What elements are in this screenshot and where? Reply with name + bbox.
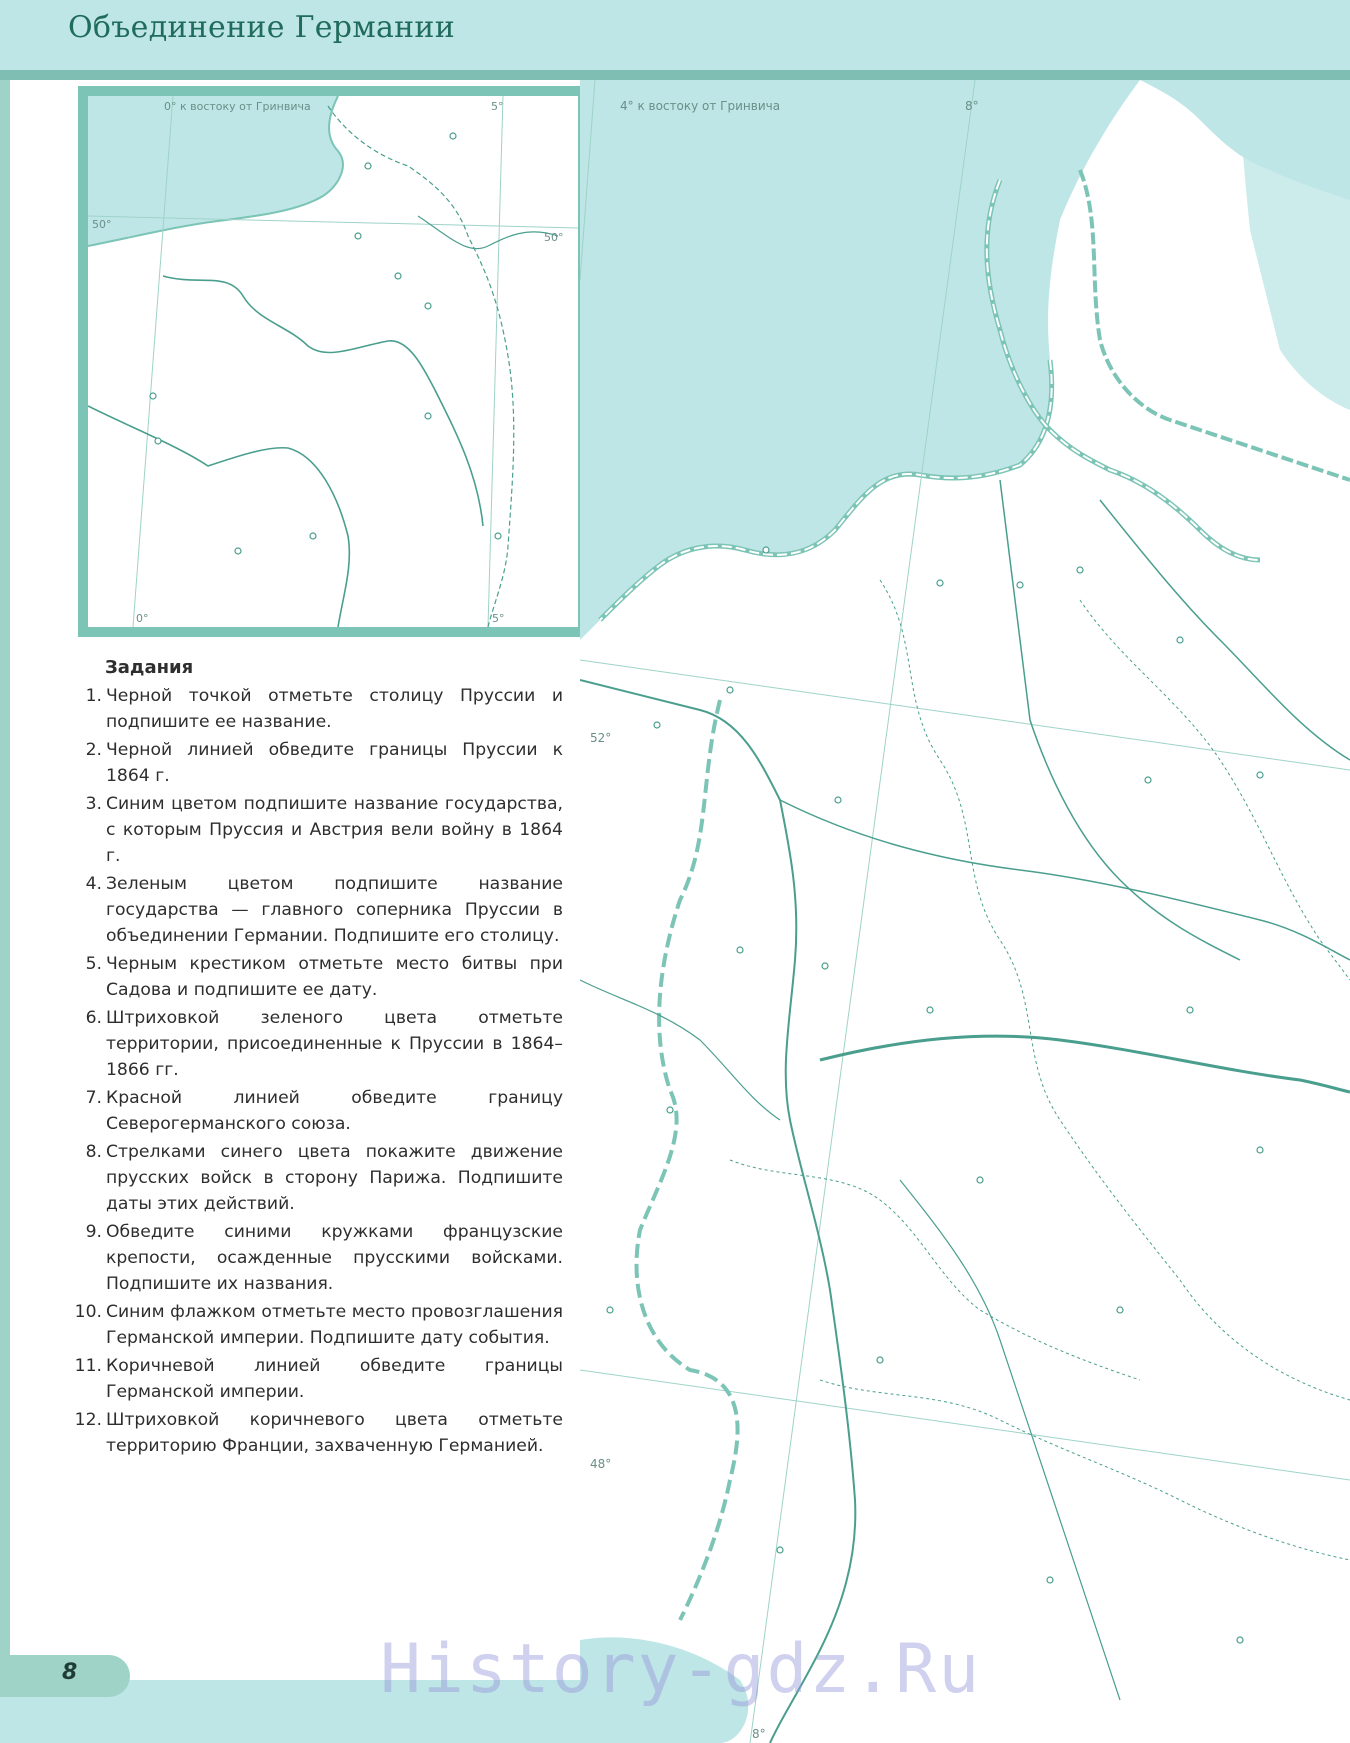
task-item [58,951,563,1003]
inset-town-marker [150,393,156,399]
task-item [58,1299,563,1351]
town-marker [1047,1577,1053,1583]
parallel-48 [580,1370,1350,1480]
inset-5-bottom-label: 5° [492,612,505,625]
inset-5-top-label: 5° [491,100,504,113]
main-map [580,80,1350,1743]
town-marker [1187,1007,1193,1013]
inset-border [328,106,514,627]
task-text: Зеленым цветом подпишите название государства — главного соперника Пруссии в объединении Германии. Подпишите его столицу. [106,874,563,946]
task-item [58,1353,563,1405]
town-marker [1257,1147,1263,1153]
town-marker [1237,1637,1243,1643]
task-number: 1. [85,686,102,706]
task-item [58,1005,563,1083]
town-marker [937,580,943,586]
task-number: 9. [85,1222,102,1242]
internal-border-4 [820,1380,1350,1560]
internal-border-2 [1080,600,1350,980]
inset-town-marker [425,413,431,419]
task-text: Коричневой линией обведите границы Германской империи. [106,1356,563,1402]
tasks-heading: Задания [105,657,194,678]
baltic-sea-east [1240,80,1350,410]
inset-sea [88,96,343,246]
town-marker [737,947,743,953]
internal-border-1 [880,580,1350,1400]
internal-border-3 [730,1160,1140,1380]
task-item [58,683,563,735]
task-text: Стрелками синего цвета покажите движение прусских войск в сторону Парижа. Подпишите даты этих действий. [106,1142,563,1214]
task-number: 12. [74,1410,102,1430]
task-text: Красной линией обведите границу Северогерманского союза. [106,1088,563,1134]
inset-town-marker [495,533,501,539]
state-border-west [637,700,738,1620]
inset-river-meuse [418,216,558,249]
task-number: 10. [74,1302,102,1322]
meridian-4-label: 4° к востоку от Гринвича [620,99,781,113]
task-item [58,871,563,949]
town-marker [822,963,828,969]
town-marker [877,1357,883,1363]
parallel-52-label: 52° [590,731,612,745]
river-weser [1000,480,1240,960]
left-edge-strip [0,80,10,1680]
town-marker [927,1007,933,1013]
task-text: Черным крестиком отметьте место битвы при Садова и подпишите ее дату. [106,954,563,1000]
task-text: Штриховкой зеленого цвета отметьте территории, присоединенные к Пруссии в 1864–1866 гг. [106,1008,563,1080]
river-danube [820,1036,1350,1092]
town-marker [835,797,841,803]
task-number: 4. [85,874,102,894]
inset-town-marker [450,133,456,139]
task-number: 6. [85,1008,102,1028]
inset-town-marker [425,303,431,309]
task-number: 3. [85,794,102,814]
town-marker [1117,1307,1123,1313]
task-text: Черной линией обведите границы Пруссии к 1864 г. [106,740,563,786]
task-item [58,1219,563,1297]
task-list [58,683,563,1459]
task-number: 2. [85,740,102,760]
meridian-8-top-label: 8° [965,99,979,113]
parallel-52 [580,660,1350,770]
town-marker [763,547,769,553]
river-rhine [580,680,855,1743]
task-text: Синим цветом подпишите название государства, с которым Пруссия и Австрия вели войну в 1864 г. [106,794,563,866]
town-marker [727,687,733,693]
town-marker [607,1307,613,1313]
inset-town-marker [395,273,401,279]
town-marker [1145,777,1151,783]
task-item [58,1085,563,1137]
river-main [780,800,1350,960]
town-marker [1017,582,1023,588]
inset-50-right-label: 50° [544,231,564,244]
inset-river-seine [88,406,349,627]
town-marker [977,1177,983,1183]
inset-town-marker [155,438,161,444]
page-number: 8 [62,1660,78,1685]
title-band [0,70,1350,80]
inset-river-somme-marne [163,276,483,526]
task-text: Обведите синими кружками французские крепости, осажденные прусскими войсками. Подпишите их названия. [106,1222,563,1294]
town-marker [667,1107,673,1113]
town-marker [777,1547,783,1553]
inset-0-bottom-label: 0° [136,612,149,625]
task-item [58,1139,563,1217]
inset-50-left-label: 50° [92,218,112,231]
inset-meridian-label: 0° к востоку от Гринвича [164,100,311,113]
task-item [58,791,563,869]
river-lech [900,1180,1120,1700]
town-marker [1257,772,1263,778]
tasks-section [58,655,563,1461]
town-marker [1177,637,1183,643]
task-number: 8. [85,1142,102,1162]
town-marker [654,722,660,728]
task-number: 7. [85,1088,102,1108]
task-item [58,737,563,789]
task-number: 11. [74,1356,102,1376]
task-item [58,1407,563,1459]
inset-meridian-5 [488,96,503,627]
task-text: Черной точкой отметьте столицу Пруссии и подпишите ее название. [106,686,563,732]
inset-town-marker [235,548,241,554]
town-marker [1077,567,1083,573]
task-text: Штриховкой коричневого цвета отметьте территорию Франции, захваченную Германией. [106,1410,563,1456]
task-number: 5. [85,954,102,974]
main-map-svg [580,80,1350,1743]
watermark: History-gdz.Ru [380,1630,982,1709]
river-moselle [580,980,780,1120]
inset-town-marker [310,533,316,539]
meridian-8-bottom-label: 8° [752,1727,766,1741]
inset-map-svg [88,96,578,627]
page-title: Объединение Германии [68,10,456,45]
river-elbe [1100,500,1350,760]
inset-town-marker [365,163,371,169]
inset-town-marker [355,233,361,239]
north-sea [580,80,1140,640]
task-text: Синим флажком отметьте место провозглашения Германской империи. Подпишите дату события. [106,1302,563,1348]
parallel-48-label: 48° [590,1457,612,1471]
inset-map [78,86,588,637]
